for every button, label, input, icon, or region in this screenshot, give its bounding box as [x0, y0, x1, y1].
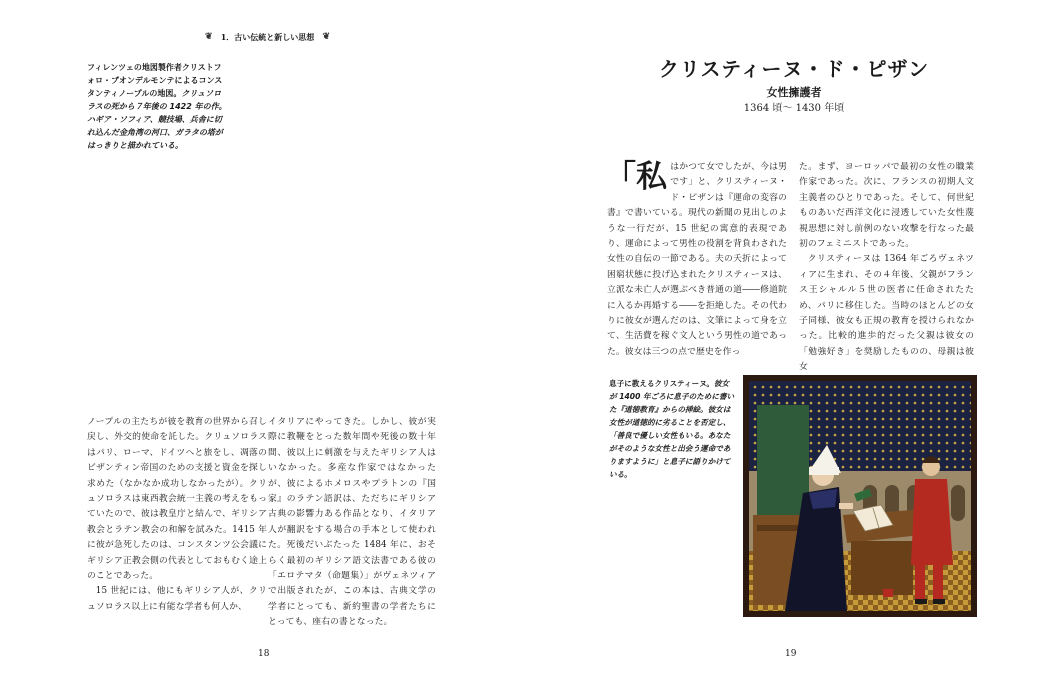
body-column-1 [607, 160, 787, 360]
body-column-2 [799, 160, 974, 376]
running-head [205, 31, 330, 43]
drop-cap: 「私 [605, 159, 668, 195]
illustration-caption-body: 彼女が 1400 年ごろに息子のために書いた『道徳教育』からの挿絵。彼女は女性が道徳的に劣ることを否定し、「善良で優しい女性もいる。あなたがそのような女性と出会う運命でありますように」と息子に語りかけている。 [609, 379, 735, 479]
page-number: 19 [785, 649, 797, 659]
manuscript-illumination [743, 375, 977, 617]
map-caption-title: フィレンツェの地図製作者クリストフォロ・ブオンデルモンテによるコンスタンティノープルの地図。 [87, 63, 223, 98]
biography-title: クリスティーヌ・ド・ピザン [658, 57, 930, 81]
illustration-caption [609, 377, 735, 481]
paragraph: た。まず、ヨーロッパで最初の女性の職業作家であった。次に、フランスの初期人文主義者のひとりであった。そして、何世紀ものあいだ西洋文化に浸透していた女性蔑視思想に対し前例のない攻撃を行なった最初のフェミニストであった。 [799, 162, 974, 250]
biography-dates: 1364 頃～ 1430 年頃 [743, 103, 845, 114]
illustration-caption-title: 息子に教えるクリスティーヌ。 [609, 379, 714, 388]
body-column-2 [268, 415, 436, 631]
map-caption [87, 61, 229, 152]
red-box [883, 589, 893, 597]
running-head-text: 1．古い伝統と新しい思想 [220, 32, 315, 42]
paragraph: クリスティーヌは 1364 年ごろヴェネツィアに生まれ、その４年後、父親がフランス王シャルル５世の医者に任命されたため、パリに移住した。当時のほとんどの女子同様、彼女も正規の教育を授けられなかった。比較的進歩的だった父親は彼女の「勉強好き」を奨励したものの、母親は彼女 [799, 254, 974, 373]
body-column-1 [87, 415, 267, 615]
map-caption-body: クリュソロラスの死から７年後の 1422 年の作。ハギア・ソフィア、競技場、兵舎に切れ込んだ金角湾の河口、ガラタの塔がはっきりと描かれている。 [87, 89, 227, 150]
biography-role: 女性擁護者 [766, 86, 822, 99]
paragraph: 15 世紀には、他にもギリシア人が、クリュソロラス以上に有能な学者も何人か、 [87, 586, 267, 612]
paragraph: はかつて女でしたが、今は男です」と、クリスティーヌ・ド・ピザンは『運命の変容の書』で書いている。現代の新聞の見出しのような一行だが、15 世紀の寓意的表現であり、運命によって男性の役割を背負わされた女性の自伝の一節である。夫の夭折によって困窮状態に投げ込まれたクリスティーヌは、立派な未亡人が選ぶべき普通の道――修道院に入るか再婚する――を拒絶した。その代わりに彼女が選んだのは、文筆によって身を立て、生活費を稼ぐ文人という男性の道であった。彼女は三つの点で歴史を作っ [607, 162, 787, 357]
fleuron-icon: ❦ [205, 32, 213, 42]
paragraph: イタリアにやってきた。しかし、彼が実際に教鞭をとった数年間や死後の数十年間、彼以上に刺激を与えたギリシア人はいなかった。多産な作家ではなかったが、彼によるホメロスやプラトンの『国家』のラテン語訳は、ただちにギリシア古典の影響力ある作品となり、イタリア人が翻訳をする場合の手本として使われた。死後だいぶたった 1484 年に、おそらく最初のギリシア語文法書である彼の「エロテマタ（命題集）」がヴェネツィアで出版されたが、この本は、古典文学の学者にとっても、新約聖書の学者たちにとっても、座右の書となった。 [268, 417, 436, 628]
paragraph: ノープルの主たちが彼を教育の世界から召し戻し、外交的使命を託した。クリュソロラスはパリ、ローマ、ドイツへと旅をし、凋落のビザンティン帝国のための支援と資金を探し求めた（なかなか成功しなかったが）。クリュソロラスは東西教会統一主義の考えをもっていたので、彼は教皇庁と結んで、ギリシア教会とラテン教会の和解を試みた。1415 年に彼が急死したのは、コンスタンツ公会議にギリシア正教会側の代表としておもむく途上のことであった。 [87, 417, 267, 582]
biography-header [654, 56, 934, 116]
desk [851, 541, 913, 595]
fleuron-icon: ❦ [322, 32, 330, 42]
page-number: 18 [258, 649, 270, 659]
illumination-image [743, 375, 977, 617]
right-page [527, 0, 1054, 697]
